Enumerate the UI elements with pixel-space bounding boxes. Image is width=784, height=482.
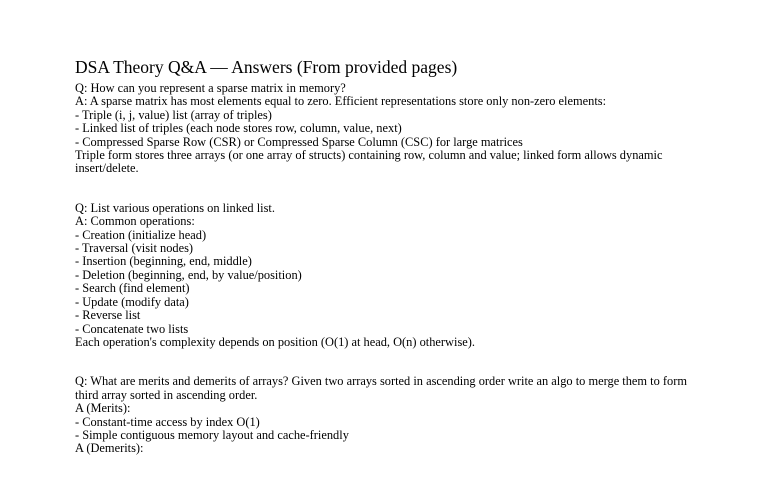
answer-line: Each operation's complexity depends on position (O(1) at head, O(n) otherwise). xyxy=(75,334,475,349)
document-page xyxy=(75,56,784,482)
answer-bullet: - Concatenate two lists xyxy=(75,321,189,336)
answer-line: A: A sparse matrix has most elements equal to zero. Efficient representations store only non-zero elements: xyxy=(75,94,607,109)
question-line: third array sorted in ascending order. xyxy=(75,387,258,402)
document-title: DSA Theory Q&A — Answers (From provided pages) xyxy=(75,57,458,77)
answer-bullet: - Creation (initialize head) xyxy=(75,227,207,242)
question-line: Q: How can you represent a sparse matrix in memory? xyxy=(75,81,346,95)
question-line: Q: What are merits and demerits of arrays? Given two arrays sorted in ascending order write an algo to merge them to form xyxy=(75,374,687,389)
answer-heading: A (Demerits): xyxy=(75,441,144,456)
qa-sparse-matrix xyxy=(75,82,784,176)
answer-bullet: - Linked list of triples (each node stores row, column, value, next) xyxy=(75,121,402,136)
qa-arrays-merits-demerits xyxy=(75,375,784,455)
answer-line: A: Common operations: xyxy=(75,214,195,229)
answer-bullet: - Search (find element) xyxy=(75,281,190,296)
answer-heading: A (Merits): xyxy=(75,401,131,416)
answer-bullet: - Compressed Sparse Row (CSR) or Compressed Sparse Column (CSC) for large matrices xyxy=(75,134,523,149)
qa-linked-list-operations xyxy=(75,202,784,349)
answer-bullet: - Simple contiguous memory layout and cache-friendly xyxy=(75,427,349,442)
answer-bullet: - Traversal (visit nodes) xyxy=(75,241,194,256)
answer-bullet: - Triple (i, j, value) list (array of triples) xyxy=(75,107,272,122)
answer-bullet: - Deletion (beginning, end, by value/position) xyxy=(75,267,302,282)
answer-bullet: - Reverse list xyxy=(75,308,141,323)
answer-line: insert/delete. xyxy=(75,161,139,176)
answer-bullet: - Constant-time access by index O(1) xyxy=(75,414,260,429)
answer-bullet: - Update (modify data) xyxy=(75,294,189,309)
question-line: Q: List various operations on linked list. xyxy=(75,200,275,215)
answer-line: Triple form stores three arrays (or one array of structs) containing row, column and value; linked form allows dynamic xyxy=(75,148,663,163)
answer-bullet: - Insertion (beginning, end, middle) xyxy=(75,254,252,269)
